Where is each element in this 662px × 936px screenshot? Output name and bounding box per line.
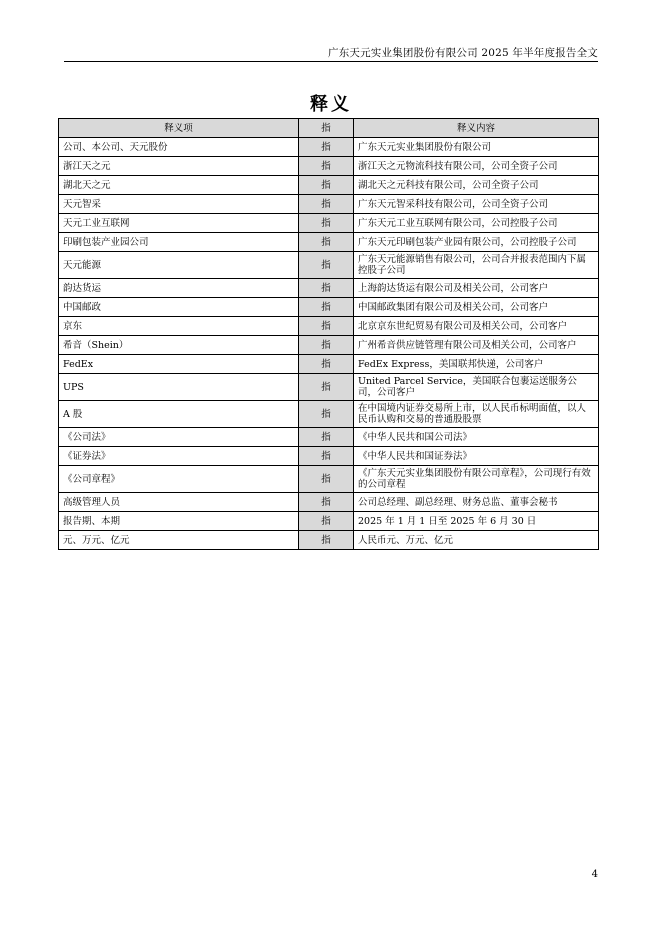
definitions-table (58, 118, 599, 550)
table-row (59, 279, 599, 298)
ref-cell: 指 (299, 195, 354, 214)
header-term: 释义项 (59, 119, 299, 138)
ref-cell: 指 (299, 279, 354, 298)
table-row (59, 428, 599, 447)
term-cell: 元、万元、亿元 (59, 531, 299, 550)
term-cell: A 股 (59, 401, 299, 428)
definition-cell: 广东天元智采科技有限公司，公司全资子公司 (354, 195, 599, 214)
ref-cell: 指 (299, 336, 354, 355)
table-row (59, 176, 599, 195)
ref-cell: 指 (299, 317, 354, 336)
term-cell: UPS (59, 374, 299, 401)
ref-cell: 指 (299, 252, 354, 279)
ref-cell: 指 (299, 493, 354, 512)
term-cell: 天元能源 (59, 252, 299, 279)
ref-cell: 指 (299, 466, 354, 493)
table-row (59, 252, 599, 279)
ref-cell: 指 (299, 355, 354, 374)
ref-cell: 指 (299, 157, 354, 176)
definition-cell: 广东天元能源销售有限公司，公司合并报表范围内下属控股子公司 (354, 252, 599, 279)
table-row (59, 374, 599, 401)
definition-cell: 北京京东世纪贸易有限公司及相关公司，公司客户 (354, 317, 599, 336)
definition-cell: 中国邮政集团有限公司及相关公司，公司客户 (354, 298, 599, 317)
term-cell: 希音（Shein） (59, 336, 299, 355)
term-cell: 韵达货运 (59, 279, 299, 298)
table-row (59, 512, 599, 531)
definition-cell: 广东天元实业集团股份有限公司 (354, 138, 599, 157)
page-number: 4 (591, 869, 598, 880)
header-ref: 指 (299, 119, 354, 138)
definition-cell: 湖北天之元科技有限公司，公司全资子公司 (354, 176, 599, 195)
ref-cell: 指 (299, 233, 354, 252)
ref-cell: 指 (299, 138, 354, 157)
term-cell: 天元智采 (59, 195, 299, 214)
term-cell: 高级管理人员 (59, 493, 299, 512)
table-row (59, 493, 599, 512)
definition-cell: 《中华人民共和国证券法》 (354, 447, 599, 466)
page-title: 释义 (310, 94, 352, 115)
table-row (59, 447, 599, 466)
table-row (59, 401, 599, 428)
term-cell: 湖北天之元 (59, 176, 299, 195)
table-row (59, 298, 599, 317)
definition-cell: United Parcel Service，美国联合包裹运送服务公司，公司客户 (354, 374, 599, 401)
table-row (59, 214, 599, 233)
term-cell: 京东 (59, 317, 299, 336)
definition-cell: 《中华人民共和国公司法》 (354, 428, 599, 447)
term-cell: 《公司法》 (59, 428, 299, 447)
table-row (59, 466, 599, 493)
table-row (59, 157, 599, 176)
term-cell: FedEx (59, 355, 299, 374)
table-row (59, 233, 599, 252)
term-cell: 报告期、本期 (59, 512, 299, 531)
term-cell: 《证券法》 (59, 447, 299, 466)
term-cell: 印刷包装产业园公司 (59, 233, 299, 252)
table-row (59, 195, 599, 214)
term-cell: 天元工业互联网 (59, 214, 299, 233)
ref-cell: 指 (299, 531, 354, 550)
header-rule (64, 61, 598, 62)
ref-cell: 指 (299, 176, 354, 195)
definition-cell: 广东天元工业互联网有限公司，公司控股子公司 (354, 214, 599, 233)
definition-cell: 广州希音供应链管理有限公司及相关公司，公司客户 (354, 336, 599, 355)
definition-cell: 人民币元、万元、亿元 (354, 531, 599, 550)
term-cell: 公司、本公司、天元股份 (59, 138, 299, 157)
definition-cell: FedEx Express，美国联邦快递，公司客户 (354, 355, 599, 374)
ref-cell: 指 (299, 374, 354, 401)
definition-cell: 上海韵达货运有限公司及相关公司，公司客户 (354, 279, 599, 298)
definition-cell: 公司总经理、副总经理、财务总监、董事会秘书 (354, 493, 599, 512)
term-cell: 中国邮政 (59, 298, 299, 317)
definition-cell: 《广东天元实业集团股份有限公司章程》，公司现行有效的公司章程 (354, 466, 599, 493)
table-row (59, 355, 599, 374)
table-row (59, 336, 599, 355)
definition-cell: 广东天元印刷包装产业园有限公司，公司控股子公司 (354, 233, 599, 252)
table-row (59, 317, 599, 336)
ref-cell: 指 (299, 512, 354, 531)
table-header-row (59, 119, 599, 138)
ref-cell: 指 (299, 447, 354, 466)
ref-cell: 指 (299, 428, 354, 447)
page-header-text: 广东天元实业集团股份有限公司 2025 年半年度报告全文 (328, 47, 598, 59)
ref-cell: 指 (299, 298, 354, 317)
term-cell: 《公司章程》 (59, 466, 299, 493)
ref-cell: 指 (299, 214, 354, 233)
definition-cell: 浙江天之元物流科技有限公司，公司全资子公司 (354, 157, 599, 176)
definition-cell: 2025 年 1 月 1 日至 2025 年 6 月 30 日 (354, 512, 599, 531)
term-cell: 浙江天之元 (59, 157, 299, 176)
table-row (59, 531, 599, 550)
table-row (59, 138, 599, 157)
definition-cell: 在中国境内证券交易所上市，以人民币标明面值，以人民币认购和交易的普通股股票 (354, 401, 599, 428)
header-definition: 释义内容 (354, 119, 599, 138)
ref-cell: 指 (299, 401, 354, 428)
